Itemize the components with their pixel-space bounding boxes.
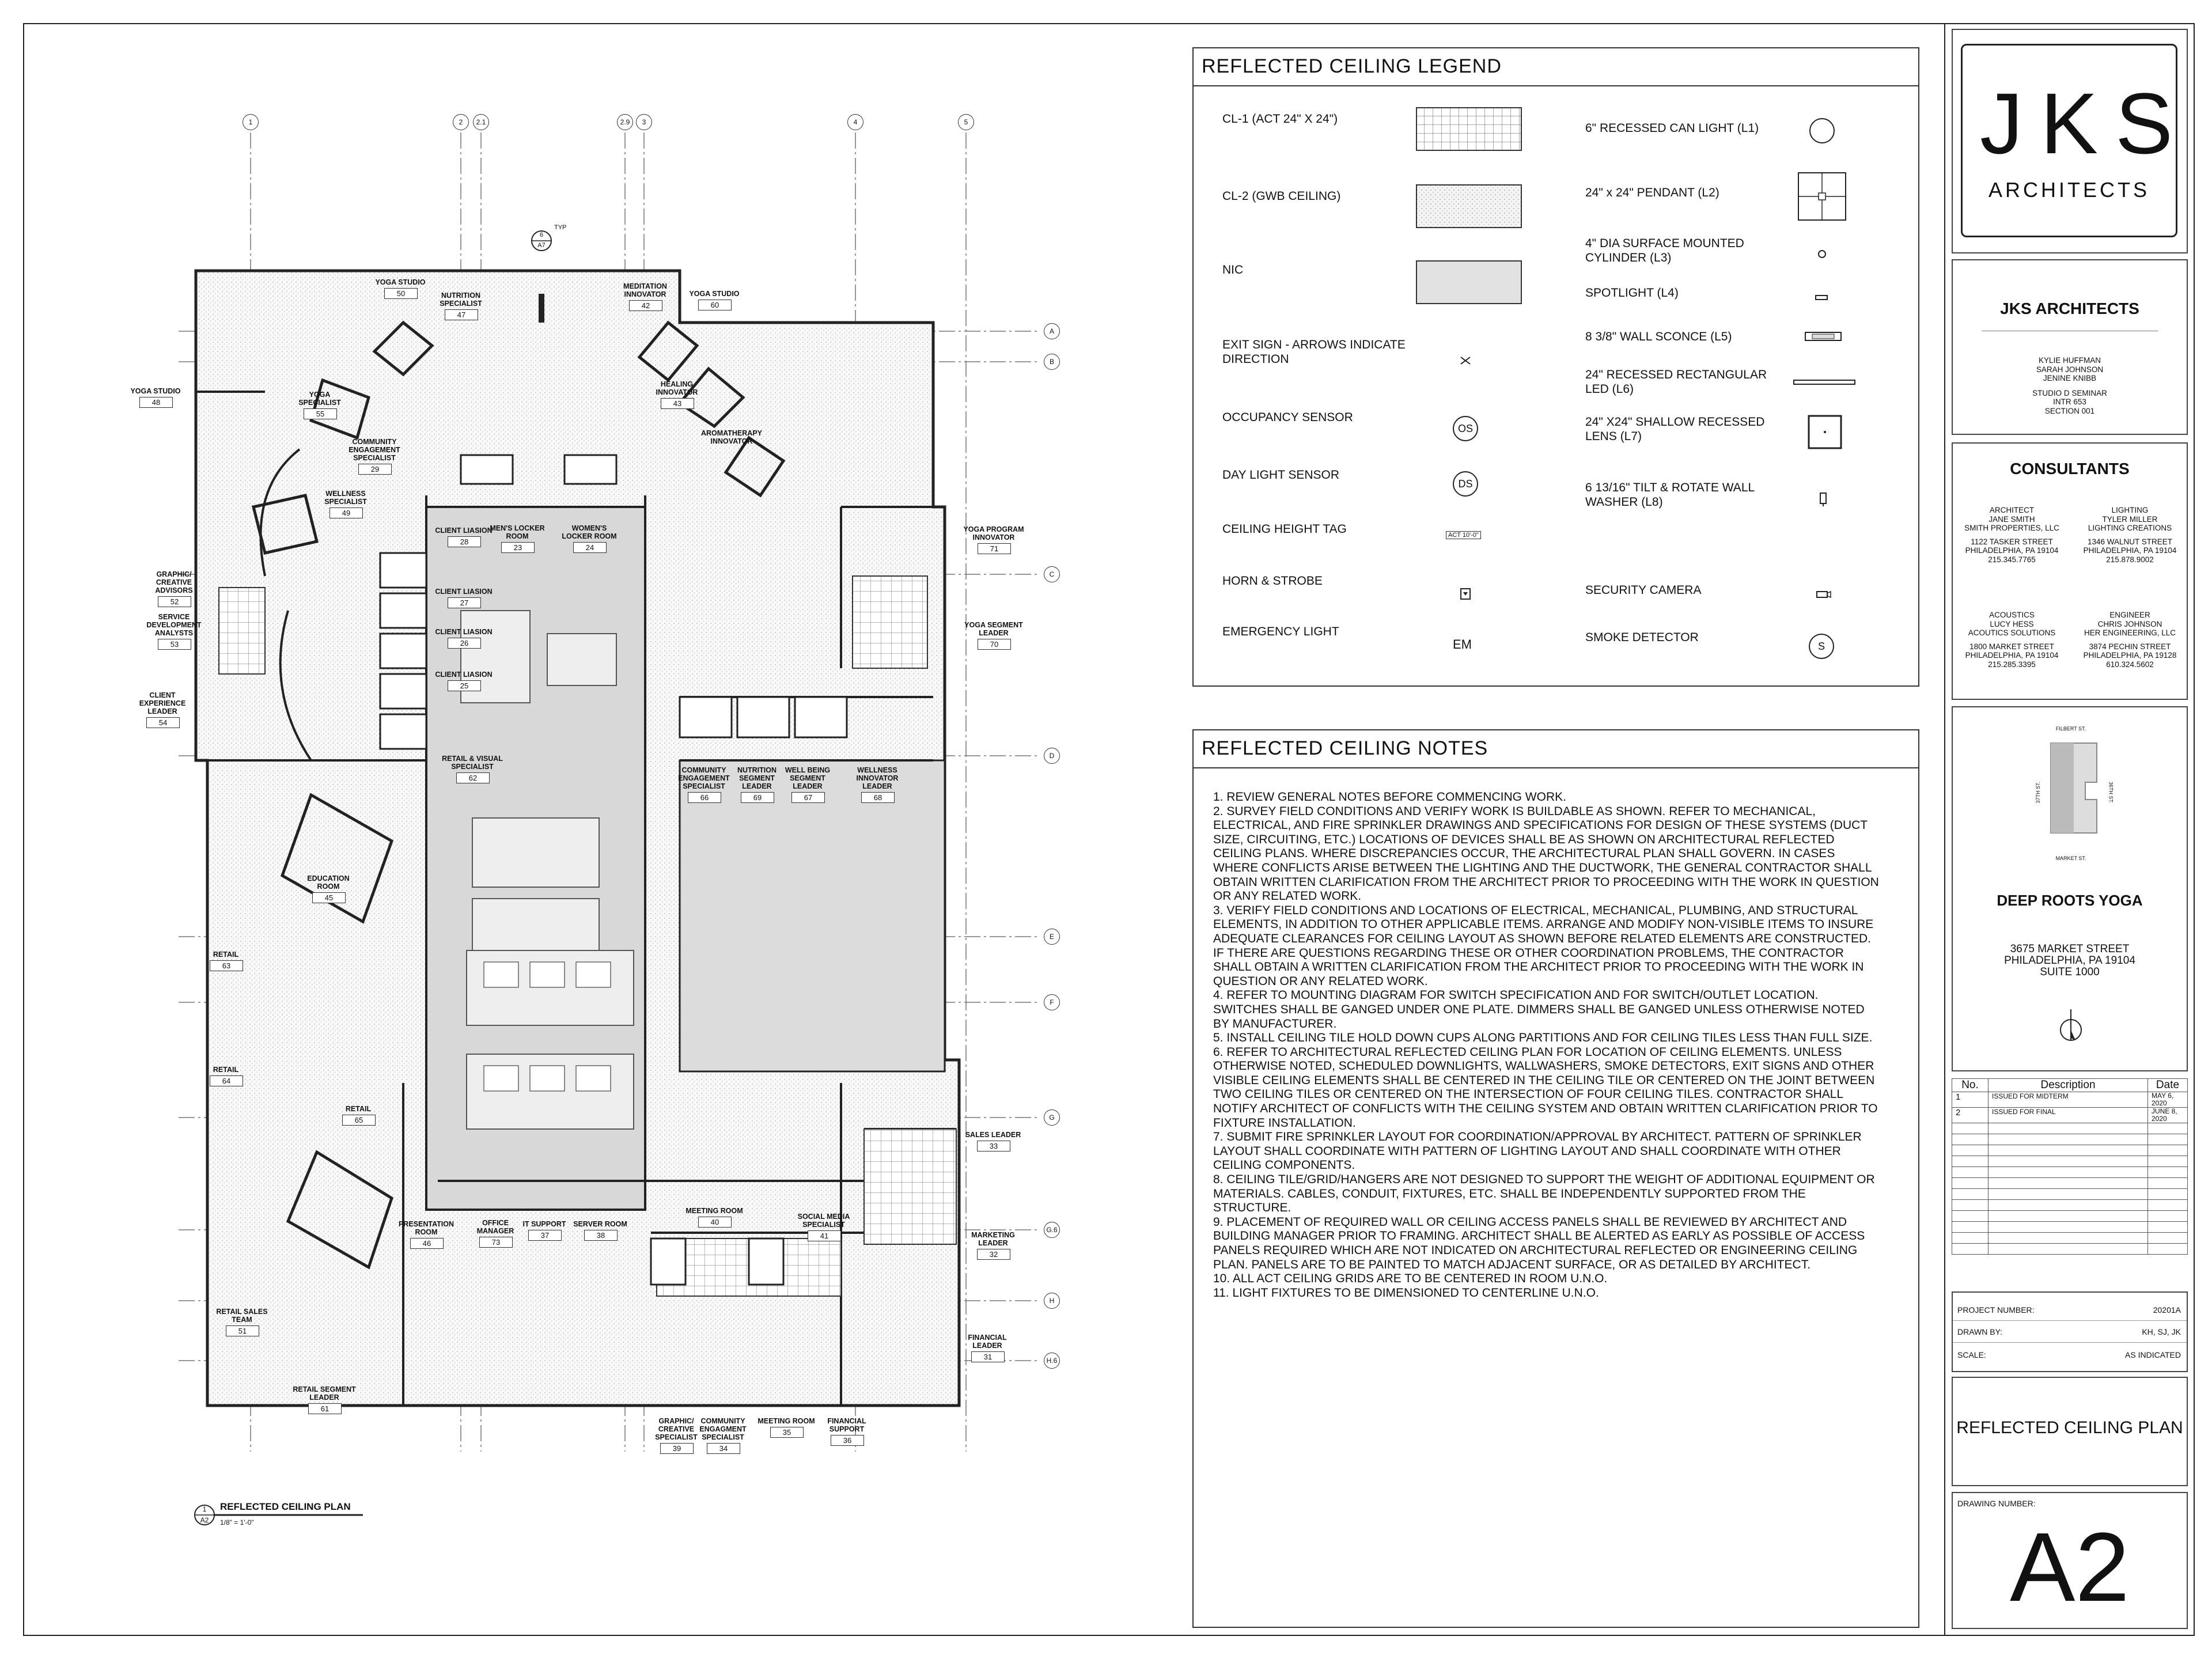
- exit-sign-icon: [1459, 354, 1472, 368]
- room-name: RETAIL: [213, 950, 239, 959]
- gwb-hatch-icon: [1416, 184, 1522, 228]
- room-name: SERVER ROOM: [573, 1220, 627, 1228]
- room-number-tag: 70: [978, 639, 1011, 650]
- legend-label-rect-led: 24" RECESSED RECTANGULAR LED (L6): [1585, 368, 1767, 396]
- north-arrow-icon: [2058, 1007, 2084, 1047]
- section-tag-note: TYP: [554, 224, 567, 231]
- room-number-tag: 60: [698, 300, 732, 310]
- grid-row-bubble: G: [1044, 1109, 1060, 1126]
- consultant-engineer: ENGINEER CHRIS JOHNSON HER ENGINEERING, LLC 3874 PECHIN STREET PHILADELPHIA, PA 19128 610.324.5602: [2083, 611, 2177, 669]
- grid-column-bubble: 5: [958, 114, 974, 130]
- revision-row: 2 ISSUED FOR FINAL JUNE 8, 2020: [1952, 1108, 2188, 1123]
- key-plan-east-street: 36TH ST.: [2108, 781, 2114, 804]
- revision-row: [1952, 1244, 2188, 1255]
- revision-row: [1952, 1189, 2188, 1200]
- project-name: DEEP ROOTS YOGA: [1997, 892, 2143, 909]
- room-number-tag: 31: [971, 1351, 1005, 1362]
- grid-column-bubble: 3: [636, 114, 652, 130]
- room-number-tag: 29: [358, 464, 392, 475]
- sheet-title-box: [1952, 1377, 2188, 1486]
- plan-title: REFLECTED CEILING PLAN: [220, 1501, 351, 1512]
- grid-column-bubble: 2: [453, 114, 469, 130]
- room-number-tag: 73: [479, 1237, 513, 1248]
- room-number-tag: 37: [528, 1230, 562, 1241]
- room-name: HEALING INNOVATOR: [656, 380, 698, 396]
- room-number-tag: 43: [661, 398, 694, 409]
- room-number-tag: 28: [448, 536, 481, 547]
- nic-fill-icon: [1416, 260, 1522, 304]
- notes-title: REFLECTED CEILING NOTES: [1202, 737, 1488, 759]
- key-plan-west-street: 37TH ST.: [2035, 781, 2041, 804]
- legend-label-horn-strobe: HORN & STROBE: [1222, 574, 1323, 588]
- room-name: FINANCIAL SUPPORT: [827, 1417, 866, 1433]
- room-number-tag: 46: [410, 1238, 444, 1249]
- wall-washer-icon: [1818, 492, 1828, 507]
- room-number-tag: 23: [501, 542, 535, 553]
- room-name: FINANCIAL LEADER: [968, 1334, 1007, 1350]
- room-name: YOGA SEGMENT LEADER: [964, 621, 1023, 637]
- room-name: PRESENTATION ROOM: [398, 1220, 454, 1236]
- legend-label-pendant: 24" x 24" PENDANT (L2): [1585, 186, 1719, 199]
- title-block-divider: [1944, 23, 1945, 1636]
- room-name: NUTRITION SPECIALIST: [440, 291, 482, 308]
- emergency-light-icon: EM: [1453, 637, 1472, 652]
- act-grid-icon: [1416, 107, 1522, 151]
- room-number-tag: 53: [158, 639, 191, 650]
- legend-label-wall-sconce: 8 3/8" WALL SCONCE (L5): [1585, 330, 1732, 343]
- room-number-tag: 42: [629, 300, 662, 311]
- room-name: YOGA STUDIO: [689, 290, 740, 298]
- legend-label-smoke-detector: SMOKE DETECTOR: [1585, 631, 1699, 644]
- revision-row: [1952, 1233, 2188, 1244]
- room-number-tag: 62: [456, 772, 490, 783]
- spotlight-icon: [1815, 294, 1828, 302]
- room-name: SALES LEADER: [965, 1131, 1021, 1139]
- room-name: MEDITATION INNOVATOR: [623, 282, 667, 298]
- project-info-box: [1952, 706, 2188, 1071]
- room-number-tag: 49: [329, 507, 363, 518]
- legend-label-ceiling-height-tag: CEILING HEIGHT TAG: [1222, 522, 1347, 536]
- room-number-tag: 24: [573, 542, 607, 553]
- room-number-tag: 66: [688, 792, 721, 803]
- room-name: NUTRITION SEGMENT LEADER: [737, 766, 777, 790]
- room-number-tag: 35: [770, 1427, 804, 1438]
- revision-table: No. Description Date 1 ISSUED FOR MIDTERM MAY 6, 2020 2 ISSUED FOR FINAL JUNE 8, 2020: [1952, 1078, 2188, 1255]
- room-number-tag: 32: [977, 1249, 1010, 1260]
- room-name: CLIENT LIASION: [435, 527, 493, 535]
- legend-label-can-light: 6" RECESSED CAN LIGHT (L1): [1585, 122, 1759, 135]
- room-number-tag: 51: [226, 1325, 259, 1336]
- room-number-tag: 71: [978, 543, 1011, 554]
- grid-column-bubble: 2.9: [617, 114, 633, 130]
- room-name: RETAIL SEGMENT LEADER: [293, 1385, 356, 1402]
- revision-row: [1952, 1200, 2188, 1211]
- room-name: WOMEN'S LOCKER ROOM: [562, 524, 617, 540]
- room-name: GRAPHIC/ CREATIVE ADVISORS: [155, 570, 193, 594]
- room-name: EDUCATION ROOM: [307, 874, 350, 891]
- grid-column-bubble: 2.1: [473, 114, 489, 130]
- project-address: 3675 MARKET STREET PHILADELPHIA, PA 19104 SUITE 1000: [2004, 943, 2135, 978]
- room-number-tag: 68: [861, 792, 895, 803]
- ceiling-height-tag-icon: ACT 10'-0": [1446, 531, 1481, 539]
- room-name: YOGA STUDIO: [375, 278, 426, 286]
- revision-row: [1952, 1167, 2188, 1178]
- plan-title-ref-sheet: A2: [200, 1516, 209, 1524]
- room-name: COMMUNITY ENGAGEMENT SPECIALIST: [678, 766, 730, 790]
- room-name: IT SUPPORT: [522, 1220, 566, 1228]
- room-number-tag: 69: [741, 792, 774, 803]
- horn-strobe-icon: [1460, 588, 1471, 600]
- revision-row: [1952, 1145, 2188, 1156]
- grid-row-bubble: H.6: [1044, 1353, 1060, 1369]
- nic-area: [680, 760, 945, 1071]
- room-name: CLIENT LIASION: [435, 671, 493, 679]
- room-name: RETAIL: [345, 1105, 372, 1113]
- grid-row-bubble: E: [1044, 929, 1060, 945]
- shallow-lens-icon: [1808, 415, 1842, 449]
- grid-row-bubble: B: [1044, 354, 1060, 370]
- grid-row-bubble: G.6: [1044, 1222, 1060, 1238]
- room-name: GRAPHIC/ CREATIVE SPECIALIST: [655, 1417, 698, 1441]
- firm-logo: [1961, 44, 2191, 237]
- project-details-box: PROJECT NUMBER: 20201A DRAWN BY: KH, SJ, JK SCALE: AS INDICATED: [1952, 1291, 2188, 1372]
- room-name: WELLNESS INNOVATOR LEADER: [856, 766, 899, 790]
- legend-label-nic-fill: NIC: [1222, 263, 1244, 276]
- legend-label-emergency-light: EMERGENCY LIGHT: [1222, 625, 1339, 638]
- daylight-sensor-icon: DS: [1453, 471, 1478, 497]
- grid-row-bubble: C: [1044, 566, 1060, 582]
- consultant-lighting: LIGHTING TYLER MILLER LIGHTING CREATIONS 1346 WALNUT STREET PHILADELPHIA, PA 19104 215.878.9002: [2083, 506, 2177, 564]
- rect-led-icon: [1793, 379, 1856, 386]
- room-name: MEN'S LOCKER ROOM: [490, 524, 545, 540]
- revision-row: [1952, 1156, 2188, 1167]
- room-number-tag: 61: [308, 1403, 342, 1414]
- room-number-tag: 26: [448, 638, 481, 649]
- room-name: YOGA SPECIALIST: [298, 391, 341, 407]
- plan-scale: 1/8" = 1'-0": [220, 1518, 254, 1527]
- plan-title-ref-number: 1: [202, 1505, 207, 1513]
- occupancy-sensor-icon: OS: [1453, 416, 1478, 441]
- drawing-scale: AS INDICATED: [2125, 1350, 2181, 1359]
- sheet-title: REFLECTED CEILING PLAN: [1956, 1418, 2183, 1437]
- legend-label-occupancy-sensor: OCCUPANCY SENSOR: [1222, 411, 1353, 424]
- firm-name: JKS ARCHITECTS: [2000, 300, 2139, 317]
- room-name: WELLNESS SPECIALIST: [324, 490, 367, 506]
- security-camera-icon: [1816, 590, 1832, 599]
- room-number-tag: 38: [584, 1230, 618, 1241]
- legend-label-cylinder: 4" DIA SURFACE MOUNTED CYLINDER (L3): [1585, 237, 1744, 264]
- legend-title: REFLECTED CEILING LEGEND: [1202, 55, 1502, 77]
- room-number-tag: 48: [139, 397, 173, 408]
- logo-letters: JKS: [1980, 75, 2191, 172]
- room-number-tag: 65: [342, 1115, 376, 1126]
- room-number-tag: 39: [660, 1443, 694, 1454]
- room-name: RETAIL SALES TEAM: [216, 1308, 268, 1324]
- notes-body: 1. REVIEW GENERAL NOTES BEFORE COMMENCING WORK. 2. SURVEY FIELD CONDITIONS AND VERIFY WORK IS BUILDABLE AS SHOWN. REFER TO MECHANICAL, ELECTRICAL, AND FIRE SPRINKLER DRAWINGS AND SPECIFICATIONS FOR DESIGN OF THESE SYSTEMS (DUCT SIZE, CIRCUITING, ETC.) LOCATIONS OF DEVICES SHALL BE AS SHOWN ON ARCHITECTURAL REFLECTED CEILING PLANS. WHERE DISCREPANCIES OCCUR, THE ARCHITECTURAL PLAN SHALL GOVERN. IN CASES WHERE CONFLICTS ARISE BETWEEN THE LIGHTING AND THE DUCTWORK, THE GENERAL CONTRACTOR SHALL OBTAIN WRITTEN CLARIFICATION FROM THE ARCHITECT PRIOR TO PROCEEDING WITH THE WORK IN QUESTION OR ANY RELATED WORK. 3. VERIFY FIELD CONDITIONS AND LOCATIONS OF ELECTRICAL, MECHANICAL, PLUMBING, AND STRUCTURAL ELEMENTS, IN ADDITION TO OTHER APPLICABLE ITEMS. ARRANGE AND MODIFY NON-VISIBLE ITEMS TO INSURE ADEQUATE CLEARANCES FOR CEILING LAYOUT AS SHOWN BEFORE RELATED ELEMENTS ARE CONSTRUCTED. IF THERE ARE QUESTIONS REGARDING THESE OR OTHER COORDINATION PROBLEMS, THE CONTRACTOR SHALL OBTAIN A WRITTEN CLARIFICATION FROM THE ARCHITECT PRIOR TO PROCEEDING WITH THE WORK IN QUESTION OR ANY RELATED WORK. 4. REFER TO MOUNTING DIAGRAM FOR SWITCH SPECIFICATION AND FOR SWITCH/OUTLET LOCATION. SWITCHES SHALL BE GANGED UNDER ONE PLATE. DIMMERS SHALL BE GANGED UNLESS OTHERWISE NOTED BY MANUFACTURER. 5. INSTALL CEILING TILE HOLD DOWN CUPS ALONG PARTITIONS AND FOR CEILING TILES LESS THAN FULL SIZE. 6. REFER TO ARCHITECTURAL REFLECTED CEILING PLAN FOR LOCATION OF CEILING ELEMENTS. UNLESS OTHERWISE NOTED, SCHEDULED DOWNLIGHTS, WALLWASHERS, SMOKE DETECTORS, EXIT SIGNS AND OTHER VISIBLE CEILING ELEMENTS SHALL BE CENTERED IN THE CEILING TILE OR CENTERED ON THE JOINT BETWEEN TWO CEILING TILES OR CENTERED ON THE INTERSECTION OF FOUR CEILING TILES. CONTRACTOR SHALL NOTIFY ARCHITECT OF CONFLICTS WITH THE CEILING SYSTEM AND OBTAIN WRITTEN CLARIFICATION PRIOR TO FIXTURE INSTALLATION. 7. SUBMIT FIRE SPRINKLER LAYOUT FOR COORDINATION/APPROVAL BY ARCHITECT. PATTERN OF SPRINKLER LAYOUT SHALL COORDINATE WITH PATTERN OF LIGHTING LAYOUT AND SHALL COORDINATE WITH OTHER CEILING COMPONENTS. 8. CEILING TILE/GRID/HANGERS ARE NOT DESIGNED TO SUPPORT THE WEIGHT OF ADDITIONAL EQUIPMENT OR MATERIALS. CABLES, CONDUIT, FIXTURES, ETC. SHALL BE INDEPENDENTLY SUPPORTED FROM THE STRUCTURE. 9. PLACEMENT OF REQUIRED WALL OR CEILING ACCESS PANELS SHALL BE REVIEWED BY ARCHITECT AND BUILDING MANAGER PRIOR TO FRAMING. ARCHITECT SHALL BE ALERTED AS EARLY AS POSSIBLE OF ACCESS PANELS REQUIRED WHICH ARE NOT INDICATED ON ARCHITECTURAL REFLECTED OR ENGINEERING CEILING PLAN. PANELS ARE TO BE PAINTED TO MATCH ADJACENT SURFACE, OR AS DETAILED BY ARCHITECT. 10. ALL ACT CEILING GRIDS ARE TO BE CENTERED IN ROOM U.N.O. 11. LIGHT FIXTURES TO BE DIMENSIONED TO CENTERLINE U.N.O.: [1213, 790, 1879, 1300]
- room-name: COMMUNITY ENGAGEMENT SPECIALIST: [349, 438, 400, 462]
- room-number-tag: 64: [210, 1075, 243, 1086]
- room-number-tag: 55: [304, 408, 337, 419]
- team-list: KYLIE HUFFMAN SARAH JOHNSON JENINE KNIBB STUDIO D SEMINAR INTR 653 SECTION 001: [2032, 356, 2107, 415]
- drawing-number-box: DRAWING NUMBER: A2: [1952, 1492, 2188, 1629]
- room-number-tag: 63: [210, 960, 243, 971]
- key-plan-south-street: MARKET ST.: [2055, 855, 2086, 861]
- section-tag-sheet: A7: [537, 242, 546, 249]
- reflected-ceiling-legend: [1192, 47, 1919, 687]
- room-number-tag: 50: [384, 288, 418, 299]
- legend-label-wall-washer: 6 13/16" TILT & ROTATE WALL WASHER (L8): [1585, 481, 1755, 509]
- room-name: SERVICE DEVELOPMENT ANALYSTS: [146, 613, 202, 637]
- room-number-tag: 34: [707, 1443, 740, 1454]
- room-number-tag: 67: [791, 792, 825, 803]
- project-number: 20201A: [2153, 1305, 2181, 1315]
- consultants-title: CONSULTANTS: [2010, 460, 2130, 478]
- section-tag-number: 6: [539, 232, 544, 238]
- drawing-number: A2: [2010, 1513, 2130, 1622]
- legend-label-act-grid: CL-1 (ACT 24" X 24"): [1222, 112, 1338, 126]
- cylinder-icon: [1817, 249, 1827, 259]
- grid-column-bubble: 1: [243, 114, 259, 130]
- legend-label-exit-sign: EXIT SIGN - ARROWS INDICATE DIRECTION: [1222, 338, 1406, 366]
- revision-row: 1 ISSUED FOR MIDTERM MAY 6, 2020: [1952, 1092, 2188, 1108]
- consultant-acoustics: ACOUSTICS LUCY HESS ACOUTICS SOLUTIONS 1800 MARKET STREET PHILADELPHIA, PA 19104 215.285.3395: [1965, 611, 2059, 669]
- room-name: RETAIL & VISUAL SPECIALIST: [442, 755, 503, 771]
- grid-row-bubble: A: [1044, 323, 1060, 339]
- can-light-icon: [1808, 116, 1836, 145]
- legend-label-shallow-lens: 24" X24" SHALLOW RECESSED LENS (L7): [1585, 415, 1765, 443]
- revision-row: [1952, 1123, 2188, 1134]
- room-number-tag: 40: [698, 1217, 732, 1228]
- legend-label-gwb-hatch: CL-2 (GWB CEILING): [1222, 190, 1341, 203]
- logo-subtitle: ARCHITECTS: [1988, 178, 2150, 202]
- grid-row-bubble: H: [1044, 1293, 1060, 1309]
- room-number-tag: 45: [312, 892, 346, 903]
- room-number-tag: 27: [448, 597, 481, 608]
- legend-label-spotlight: SPOTLIGHT (L4): [1585, 286, 1679, 300]
- drawn-by: KH, SJ, JK: [2142, 1327, 2181, 1336]
- room-name: MEETING ROOM: [757, 1417, 815, 1425]
- revision-row: [1952, 1211, 2188, 1222]
- reflected-ceiling-notes: [1192, 729, 1919, 1628]
- legend-label-daylight-sensor: DAY LIGHT SENSOR: [1222, 468, 1340, 482]
- grid-row-bubble: D: [1044, 748, 1060, 764]
- revision-row: [1952, 1222, 2188, 1233]
- room-number-tag: 36: [831, 1435, 864, 1446]
- consultant-architect: ARCHITECT JANE SMITH SMITH PROPERTIES, LLC 1122 TASKER STREET PHILADELPHIA, PA 19104 215.345.7765: [1964, 506, 2059, 564]
- room-name: CLIENT LIASION: [435, 588, 493, 596]
- room-name: AROMATHERAPY INNOVATOR: [700, 429, 763, 445]
- legend-label-security-camera: SECURITY CAMERA: [1585, 584, 1702, 597]
- consultants-box: [1952, 442, 2188, 700]
- room-number-tag: 52: [158, 596, 191, 607]
- room-name: CLIENT LIASION: [435, 628, 493, 636]
- pendant-icon: [1797, 172, 1847, 221]
- key-plan-north-street: FILBERT ST.: [2055, 726, 2086, 732]
- grid-column-bubble: 4: [847, 114, 863, 130]
- revision-row: [1952, 1178, 2188, 1189]
- logo-frame: [1952, 29, 2191, 253]
- grid-row-bubble: F: [1044, 994, 1060, 1010]
- room-name: WELL BEING SEGMENT LEADER: [785, 766, 831, 790]
- room-name: CLIENT EXPERIENCE LEADER: [139, 691, 186, 715]
- room-name: MARKETING LEADER: [971, 1231, 1015, 1247]
- room-name: OFFICE MANAGER: [476, 1219, 514, 1235]
- room-number-tag: 41: [808, 1230, 841, 1241]
- room-name: COMMUNITY ENGAGMENT SPECIALIST: [699, 1417, 747, 1441]
- room-name: RETAIL: [213, 1066, 239, 1074]
- room-number-tag: 25: [448, 680, 481, 691]
- firm-info-box: [1952, 259, 2188, 435]
- room-number-tag: 54: [146, 717, 180, 728]
- room-name: YOGA STUDIO: [130, 387, 181, 395]
- smoke-detector-icon: S: [1809, 634, 1834, 659]
- revision-row: [1952, 1134, 2188, 1145]
- room-number-tag: 33: [977, 1141, 1010, 1152]
- wall-sconce-icon: [1803, 329, 1843, 343]
- room-name: MEETING ROOM: [685, 1207, 743, 1215]
- room-number-tag: 47: [445, 309, 478, 320]
- room-name: SOCIAL MEDIA SPECIALIST: [797, 1213, 850, 1229]
- room-name: YOGA PROGRAM INNOVATOR: [963, 525, 1024, 541]
